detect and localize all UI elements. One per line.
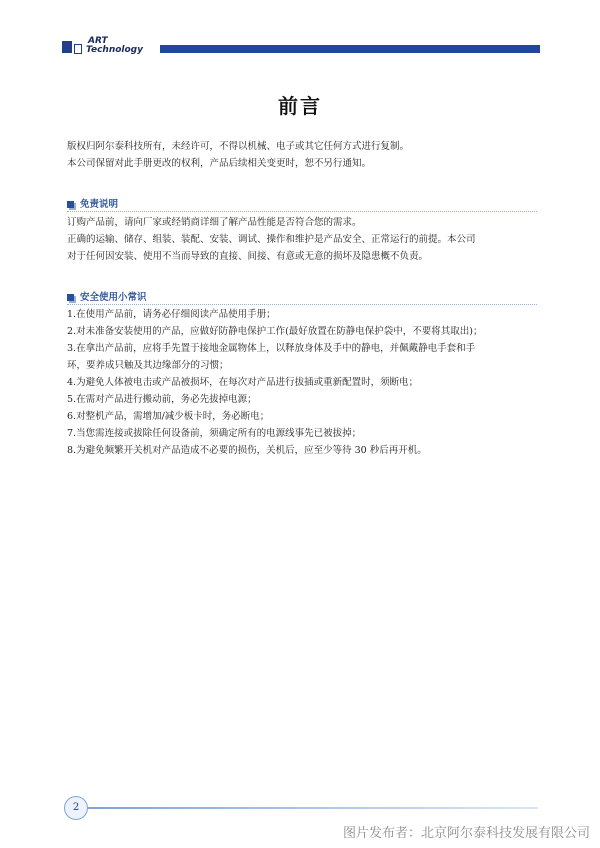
logo-mark <box>62 41 72 53</box>
safety-heading-label: 安全使用小常识 <box>80 292 147 303</box>
header-bar <box>160 45 540 53</box>
intro-line: 版权归阿尔泰科技所有，未经许可，不得以机械、电子或其它任何方式进行复制。 <box>67 141 410 152</box>
section-divider <box>67 211 537 213</box>
safety-line: 8.为避免频繁开关机对产品造成不必要的损伤，关机后，应至少等待 30 秒后再开机。 <box>67 445 427 456</box>
disclaimer-line: 正确的运输、储存、组装、装配、安装、调试、操作和维护是产品安全、正常运行的前提。本公司 <box>67 234 476 245</box>
footer-rule <box>88 807 538 809</box>
logo <box>86 37 143 55</box>
safety-line: 1.在使用产品前，请务必仔细阅读产品使用手册； <box>67 309 276 320</box>
safety-line: 5.在需对产品进行搬动前，务必先拔掉电源； <box>67 394 257 405</box>
logo-mark-outline <box>74 44 82 54</box>
safety-line: 3.在拿出产品前，应将手先置于接地金属物体上，以释放身体及手中的静电，并佩戴静电手套和手 <box>67 343 476 354</box>
disclaimer-line: 订购产品前，请向厂家或经销商详细了解产品性能是否符合您的需求。 <box>67 217 362 228</box>
page-number: 2 <box>64 796 88 820</box>
disclaimer-heading <box>67 196 118 210</box>
intro-block <box>67 138 537 172</box>
safety-heading <box>67 289 147 303</box>
safety-block <box>67 306 537 459</box>
publisher-watermark: 图片发布者：北京阿尔泰科技发展有限公司 <box>342 826 590 841</box>
section-bullet-icon <box>67 294 74 301</box>
logo-line2: Technology <box>86 45 143 55</box>
safety-line: 2.对未准备安装使用的产品，应做好防静电保护工作(最好放置在防静电保护袋中，不要将其取出)； <box>67 326 483 337</box>
page-title: 前言 <box>278 94 322 118</box>
disclaimer-line: 对于任何因安装、使用不当而导致的直接、间接、有意或无意的损坏及隐患概不负责。 <box>67 251 429 262</box>
page-header <box>60 38 540 60</box>
disclaimer-block <box>67 214 537 265</box>
safety-line: 4.为避免人体被电击或产品被损坏，在每次对产品进行拔插或重新配置时，须断电； <box>67 377 419 388</box>
intro-line: 本公司保留对此手册更改的权利，产品后续相关变更时，恕不另行通知。 <box>67 158 372 169</box>
disclaimer-heading-label: 免责说明 <box>80 199 119 210</box>
safety-line: 7.当您需连接或拔除任何设备前，须确定所有的电源线事先已被拔掉； <box>67 428 362 439</box>
safety-line: 6.对整机产品，需增加/减少板卡时，务必断电； <box>67 411 270 422</box>
logo-line1: ART <box>88 36 108 46</box>
section-bullet-icon <box>67 201 74 208</box>
safety-line: 环，要养成只触及其边缘部分的习惯； <box>67 360 229 371</box>
